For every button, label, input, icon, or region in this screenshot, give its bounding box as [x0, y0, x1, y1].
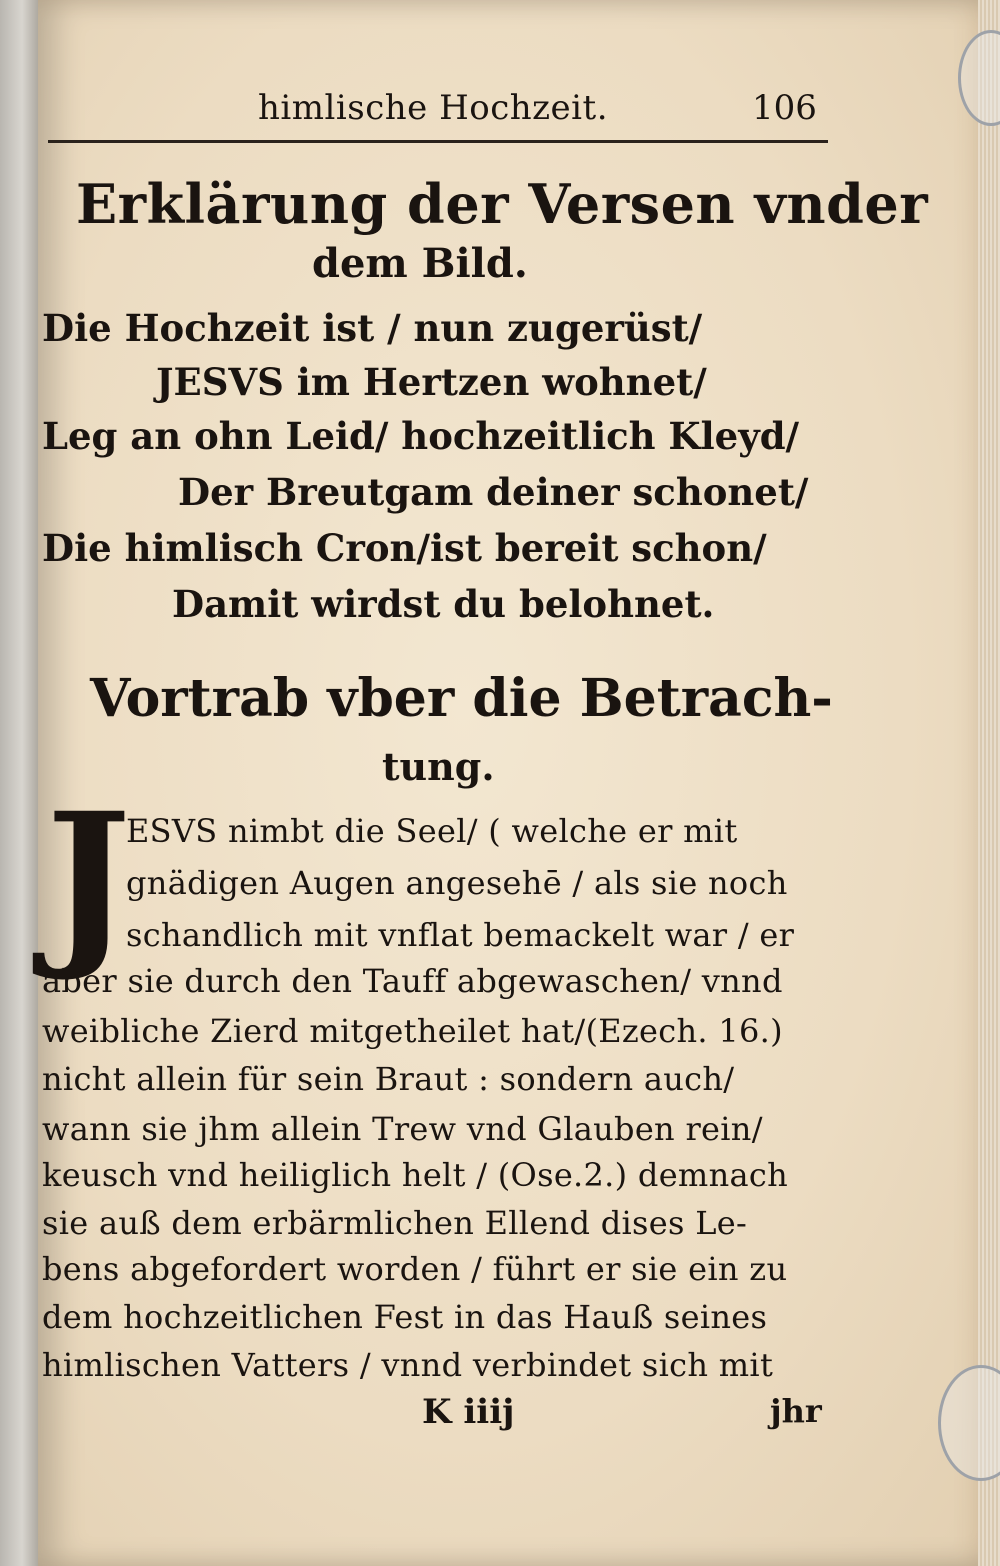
verse-line: Leg an ohn Leid/ hochzeitlich Kleyd/	[42, 414, 800, 458]
verse-line: Damit wirdst du belohnet.	[172, 582, 715, 626]
body-line: aber sie durch den Tauff abgewaschen/ vnnd	[42, 962, 783, 1000]
verse-line: Die Hochzeit ist / nun zugerüst/	[42, 306, 703, 350]
signature-mark: K iiij	[422, 1392, 515, 1432]
heading-line-1: Erklärung der Versen vnder	[76, 172, 929, 236]
page-edges	[978, 0, 1000, 1566]
drop-cap: J	[46, 774, 132, 985]
body-line: weibliche Zierd mitgetheilet hat/(Ezech. 16.)	[42, 1012, 783, 1050]
page-number: 106	[752, 88, 817, 128]
body-line: schandlich mit vnflat bemackelt war / er	[126, 916, 795, 954]
heading-line-2: dem Bild.	[312, 240, 528, 287]
body-line: himlischen Vatters / vnnd verbindet sich mit	[42, 1346, 774, 1384]
verse-line: JESVS im Hertzen wohnet/	[156, 360, 707, 404]
header-rule	[48, 140, 828, 143]
running-head: himlische Hochzeit.	[258, 88, 609, 128]
subheading-line-1: Vortrab vber die Betrach-	[90, 668, 833, 729]
catchword: jhr	[770, 1392, 822, 1430]
body-line: bens abgefordert worden / führt er sie ein zu	[42, 1250, 788, 1288]
body-line: keusch vnd heiliglich helt / (Ose.2.) demnach	[42, 1156, 788, 1194]
body-line: dem hochzeitlichen Fest in das Hauß seines	[42, 1298, 768, 1336]
body-line: wann sie jhm allein Trew vnd Glauben rein/	[42, 1110, 763, 1148]
body-line: gnädigen Augen angesehē / als sie noch	[126, 864, 788, 902]
subheading-line-2: tung.	[382, 744, 495, 789]
verse-line: Der Breutgam deiner schonet/	[178, 470, 809, 514]
body-line: sie auß dem erbärmlichen Ellend dises Le-	[42, 1204, 748, 1242]
verse-line: Die himlisch Cron/ist bereit schon/	[42, 526, 767, 570]
body-line: ESVS nimbt die Seel/ ( welche er mit	[126, 812, 738, 850]
body-line: nicht allein für sein Braut : sondern auch/	[42, 1060, 735, 1098]
book-binding	[0, 0, 40, 1566]
